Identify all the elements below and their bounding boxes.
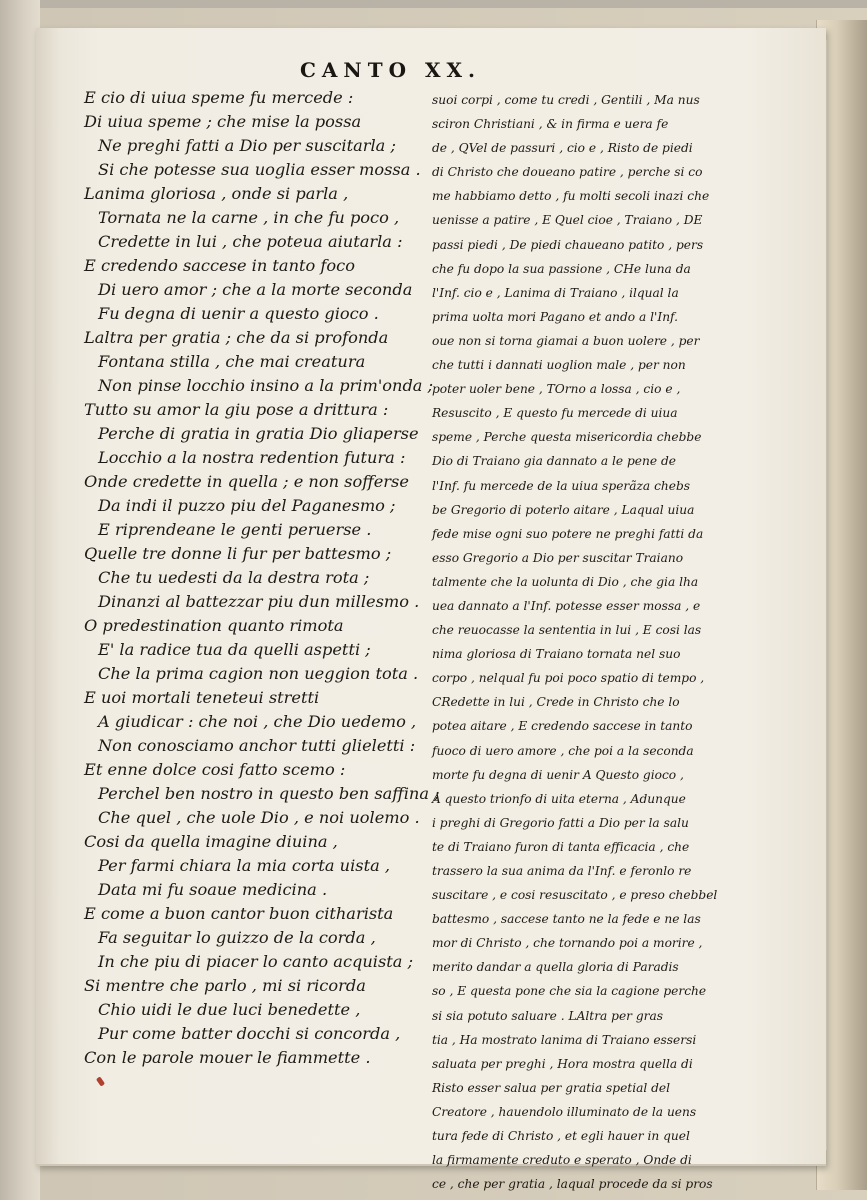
commentary-line: si sia potuto saluare . LAltra per gras xyxy=(432,1008,664,1023)
commentary-line: saluata per preghi , Hora mostra quella di xyxy=(432,1056,693,1071)
poem-line: Fu degna di uenir a questo gioco . xyxy=(98,304,379,323)
commentary-line: esso Gregorio a Dio per suscitar Traiano xyxy=(432,550,684,565)
commentary-line: prima uolta mori Pagano et ando a l'Inf. xyxy=(432,309,678,324)
commentary-line: morte fu degna di uenir A Questo gioco , xyxy=(432,767,684,782)
poem-line: E' la radice tua da quelli aspetti ; xyxy=(98,640,371,659)
commentary-line: CRedette in lui , Crede in Christo che lo xyxy=(432,695,680,710)
poem-line: Cosi da quella imagine diuina , xyxy=(84,832,338,851)
poem-line: Dinanzi al battezzar piu dun millesmo . xyxy=(98,592,420,611)
commentary-line: me habbiamo detto , fu molti secoli inazi che xyxy=(432,189,710,204)
poem-line: Tornata ne la carne , in che fu poco , xyxy=(98,208,400,227)
commentary-line: so , E questa pone che sia la cagione perche xyxy=(432,984,707,999)
commentary-line: ce , che per gratia , laqual procede da si pros xyxy=(432,1177,713,1192)
poem-line: E come a buon cantor buon citharista xyxy=(84,904,394,923)
poem-line: E credendo saccese in tanto foco xyxy=(84,256,355,275)
poem-line: Perche di gratia in gratia Dio gliaperse xyxy=(98,424,419,443)
poem-line: Onde credette in quella ; e non sofferse xyxy=(84,472,409,491)
poem-line: A giudicar : che noi , che Dio uedemo , xyxy=(98,712,417,731)
commentary-line: che tutti i dannati uoglion male , per non xyxy=(432,358,686,373)
commentary-line: poter uoler bene , TOrno a lossa , cio e , xyxy=(432,382,681,397)
poem-line: Non conosciamo anchor tutti glieletti : xyxy=(98,736,416,755)
poem-line: In che piu di piacer lo canto acquista ; xyxy=(98,952,414,971)
poem-line: Di uero amor ; che a la morte seconda xyxy=(98,280,413,299)
poem-line: Che tu uedesti da la destra rota ; xyxy=(98,568,370,587)
poem-line: Perchel ben nostro in questo ben saffina ; xyxy=(98,784,440,803)
poem-line: E uoi mortali teneteui stretti xyxy=(84,688,320,707)
poem-line: Fontana stilla , che mai creatura xyxy=(98,352,366,371)
poem-line: Si mentre che parlo , mi si ricorda xyxy=(84,976,366,995)
page-title: CANTO XX. xyxy=(300,58,481,82)
commentary-line: merito dandar a quella gloria di Paradis xyxy=(432,960,679,975)
commentary-line: sciron Christiani , & in firma e uera fe xyxy=(432,117,669,132)
commentary-line: te di Traiano furon di tanta efficacia , che xyxy=(432,839,690,854)
poem-line: Che quel , che uole Dio , e noi uolemo . xyxy=(98,808,420,827)
poem-line: Fa seguitar lo guizzo de la corda , xyxy=(98,928,376,947)
commentary-line: fede mise ogni suo potere ne preghi fatti da xyxy=(432,526,704,541)
commentary-line: che reuocasse la sententia in lui , E cosi las xyxy=(432,623,702,638)
commentary-line: che fu dopo la sua passione , CHe luna da xyxy=(432,261,691,276)
commentary-line: di Christo che doueano patire , perche si co xyxy=(432,165,703,180)
commentary-line: i preghi di Gregorio fatti a Dio per la salu xyxy=(432,815,689,830)
commentary-line: potea aitare , E credendo saccese in tanto xyxy=(432,719,693,734)
poem-line: Di uiua speme ; che mise la possa xyxy=(84,112,362,131)
commentary-line: tia , Ha mostrato lanima di Traiano essersi xyxy=(432,1032,697,1047)
poem-line: Che la prima cagion non ueggion tota . xyxy=(98,664,419,683)
commentary-line: A questo trionfo di uita eterna , Adunque xyxy=(432,791,686,806)
poem-line: Da indi il puzzo piu del Paganesmo ; xyxy=(98,496,396,515)
commentary-line: nima gloriosa di Traiano tornata nel suo xyxy=(432,647,681,662)
poem-line: Con le parole mouer le fiammette . xyxy=(84,1048,371,1067)
poem-line: Non pinse locchio insino a la prim'onda ; xyxy=(98,376,434,395)
poem-line: Chio uidi le due luci benedette , xyxy=(98,1000,361,1019)
commentary-line: l'Inf. cio e , Lanima di Traiano , ilqual la xyxy=(432,285,679,300)
poem-line: Lanima gloriosa , onde si parla , xyxy=(84,184,349,203)
commentary-line: be Gregorio di poterlo aitare , Laqual uiua xyxy=(432,502,695,517)
commentary-line: fuoco di uero amore , che poi a la seconda xyxy=(432,743,694,758)
commentary-line: tura fede di Christo , et egli hauer in quel xyxy=(432,1129,690,1144)
commentary-line: mor di Christo , che tornando poi a morire , xyxy=(432,936,703,951)
poem-column xyxy=(84,86,440,1070)
commentary-line: la firmamente creduto e sperato , Onde di xyxy=(432,1153,692,1168)
poem-line: Pur come batter docchi si concorda , xyxy=(98,1024,401,1043)
previous-page-edge xyxy=(0,0,40,1200)
commentary-column xyxy=(432,88,718,1196)
poem-line: Laltra per gratia ; che da si profonda xyxy=(84,328,389,347)
commentary-line: talmente che la uolunta di Dio , che gia lha xyxy=(432,574,699,589)
poem-line: E cio di uiua speme fu mercede : xyxy=(84,88,354,107)
poem-line: Credette in lui , che poteua aiutarla : xyxy=(98,232,403,251)
commentary-line: suoi corpi , come tu credi , Gentili , Ma nus xyxy=(432,93,700,107)
commentary-line: suscitare , e cosi resuscitato , e preso chebbel xyxy=(432,888,718,903)
commentary-line: passi piedi , De piedi chaueano patito , pers xyxy=(432,237,704,252)
poem-line: Si che potesse sua uoglia esser mossa . xyxy=(98,160,421,179)
commentary-line: trassero la sua anima da l'Inf. e feronlo re xyxy=(432,864,692,878)
commentary-line: Dio di Traiano gia dannato a le pene de xyxy=(432,454,676,469)
commentary-line: Resuscito , E questo fu mercede di uiua xyxy=(432,406,678,421)
commentary-line: speme , Perche questa misericordia chebbe xyxy=(432,430,702,445)
commentary-line: uenisse a patire , E Quel cioe , Traiano , DE xyxy=(432,213,703,228)
poem-line: O predestination quanto rimota xyxy=(84,616,344,635)
commentary-line: Creatore , hauendolo illuminato de la uens xyxy=(432,1104,697,1119)
poem-line: Quelle tre donne li fur per battesmo ; xyxy=(84,544,392,563)
commentary-line: l'Inf. fu mercede de la uiua sperãza chebs xyxy=(432,478,691,493)
commentary-line: Risto esser salua per gratia spetial del xyxy=(432,1080,671,1095)
poem-line: Data mi fu soaue medicina . xyxy=(98,880,328,899)
commentary-line: de , QVel de passuri , cio e , Risto de piedi xyxy=(432,141,693,156)
poem-line: Et enne dolce cosi fatto scemo : xyxy=(84,760,346,779)
commentary-line: oue non si torna giamai a buon uolere , per xyxy=(432,333,700,348)
poem-line: Locchio a la nostra redention futura : xyxy=(98,448,406,467)
poem-line: Per farmi chiara la mia corta uista , xyxy=(98,856,391,875)
poem-line: Tutto su amor la giu pose a drittura : xyxy=(84,400,389,419)
poem-line: E riprendeane le genti peruerse . xyxy=(98,520,372,539)
poem-line: Ne preghi fatti a Dio per suscitarla ; xyxy=(98,136,396,155)
commentary-line: corpo , nelqual fu poi poco spatio di tempo , xyxy=(432,671,705,686)
commentary-line: uea dannato a l'Inf. potesse esser mossa , e xyxy=(432,598,701,613)
commentary-line: battesmo , saccese tanto ne la fede e ne las xyxy=(432,912,701,927)
